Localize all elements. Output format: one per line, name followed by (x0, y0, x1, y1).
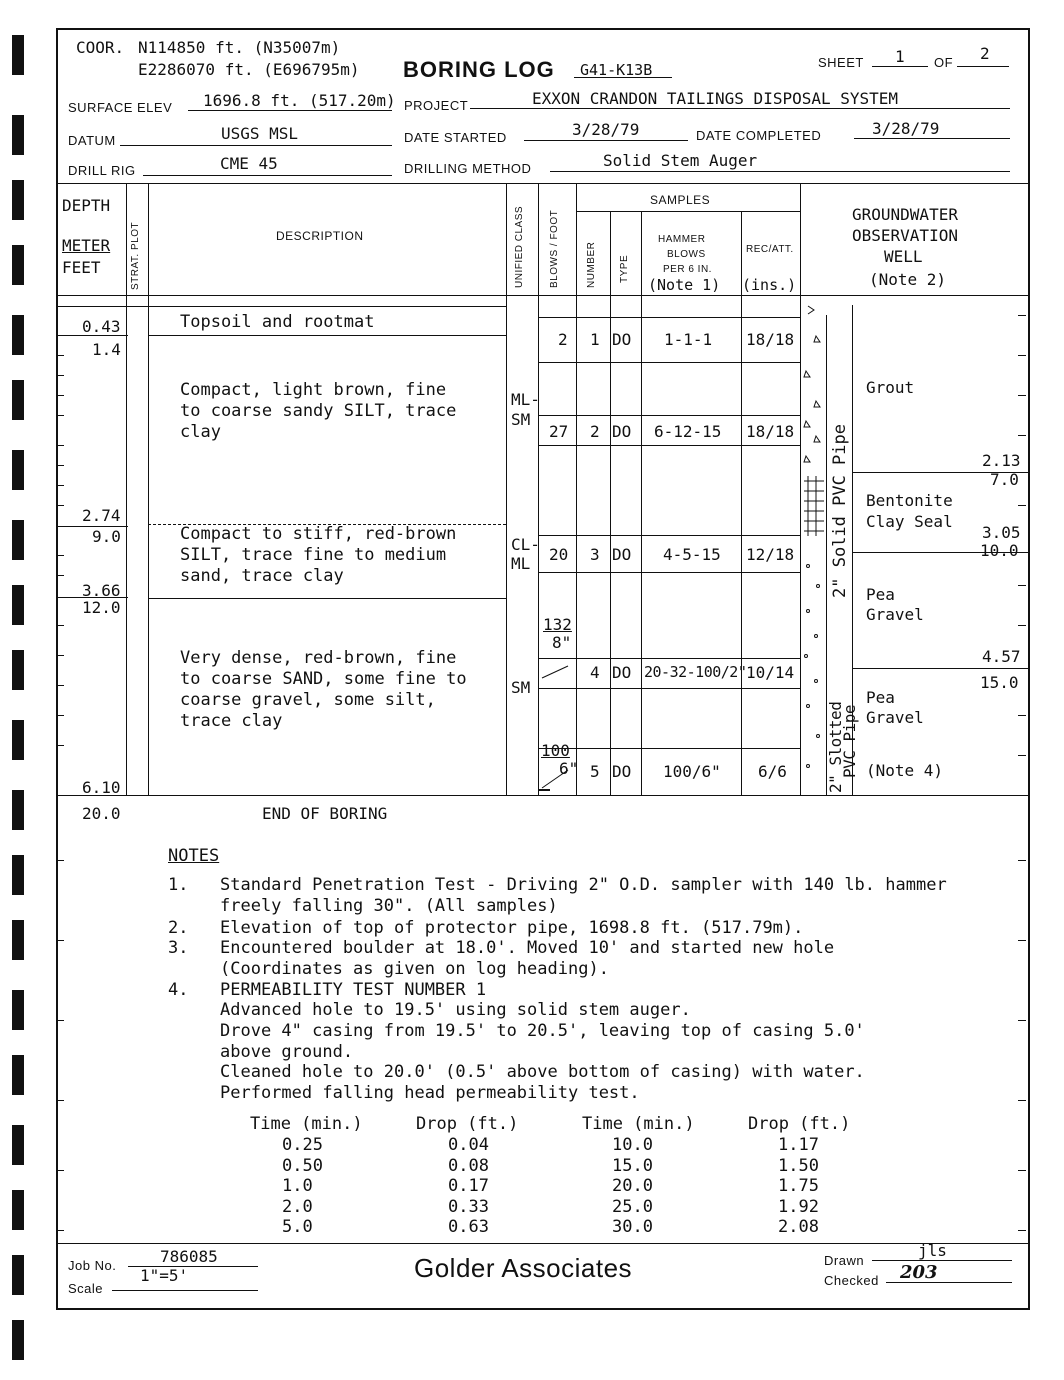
rec-att-header: REC/ATT. (746, 244, 794, 255)
scale-value: 1"=5' (140, 1266, 189, 1285)
depth-header: DEPTH (62, 196, 111, 215)
gw-header-3: WELL (884, 247, 923, 266)
punch-hole (12, 585, 24, 625)
grout-label: Grout (866, 378, 915, 397)
well-depth-meter: 4.57 (982, 647, 1021, 666)
slotted-pipe-label: 2" Slotted (826, 701, 845, 793)
samples-header: SAMPLES (650, 193, 711, 207)
checked-by: 203 (900, 1262, 938, 1283)
well-depth-feet: 15.0 (980, 673, 1019, 692)
sheet-total: 2 (980, 44, 990, 63)
note-text: Elevation of top of protector pipe, 1698.8 ft. (517.79m). (220, 918, 804, 938)
table-cell: 0.04 (448, 1135, 489, 1155)
surface-elev: 1696.8 ft. (517.20m) (203, 91, 396, 110)
gw-header-4: (Note 2) (869, 270, 947, 289)
blows-value: 2 (558, 330, 568, 349)
page-title: BORING LOG (403, 57, 555, 82)
punch-hole (12, 720, 24, 760)
drilling-method: Solid Stem Auger (603, 151, 758, 170)
note-text: Encountered boulder at 18.0'. Moved 10' and started new hole (220, 938, 835, 958)
date-completed-label: DATE COMPLETED (696, 128, 822, 143)
note-number: 3. (168, 938, 189, 958)
rec-att: 18/18 (746, 422, 795, 441)
note-text: (Coordinates as given on log heading). (220, 959, 609, 979)
rec-att: 12/18 (746, 545, 795, 564)
punch-hole (12, 520, 24, 560)
drill-rig-label: DRILL RIG (68, 163, 136, 178)
note-text: above ground. (220, 1042, 354, 1062)
table-cell: 5.0 (282, 1217, 313, 1237)
table-cell: 2.08 (778, 1217, 819, 1237)
sample-arrows (538, 600, 578, 800)
stratum-description: Very dense, red-brown, fine to coarse SAND, some fine to coarse gravel, some silt, trace clay (180, 648, 467, 731)
rec-att: 10/14 (746, 663, 795, 682)
depth-feet: 1.4 (92, 340, 121, 359)
note-text: Advanced hole to 19.5' using solid stem auger. (220, 1000, 691, 1020)
coor-east: E2286070 ft. (E696795m) (138, 60, 360, 79)
type-header: TYPE (619, 254, 630, 283)
unified-class: SM (511, 678, 531, 697)
hammer-note: (Note 1) (648, 276, 721, 294)
punch-hole (12, 1190, 24, 1230)
punch-hole (12, 1125, 24, 1165)
stratum-description: Topsoil and rootmat (180, 312, 375, 332)
hammer-blows: 1-1-1 (664, 330, 713, 349)
sample-number: 2 (590, 422, 600, 441)
punch-hole (12, 650, 24, 690)
depth-feet: 12.0 (82, 598, 121, 617)
depth-meter: 0.43 (82, 317, 121, 336)
log-id: G41-K13B (580, 61, 653, 79)
depth-feet: 9.0 (92, 527, 121, 546)
blows-value: 132 (543, 615, 572, 634)
note-text: PERMEABILITY TEST NUMBER 1 (220, 980, 487, 1000)
table-cell: 1.75 (778, 1176, 819, 1196)
drawn-by: jls (918, 1241, 947, 1260)
blows-value: 6" (559, 759, 579, 778)
datum-label: DATUM (68, 133, 116, 148)
number-header: NUMBER (586, 241, 597, 288)
description-header: DESCRIPTION (276, 229, 364, 243)
table-header: Drop (ft.) (748, 1114, 851, 1134)
unified-class: ML- (511, 390, 540, 409)
punch-hole (12, 180, 24, 220)
hammer-blows: 6-12-15 (654, 422, 722, 441)
pea-gravel-label: Gravel (866, 708, 924, 727)
hammer-header: HAMMER (658, 234, 706, 245)
sample-type: DO (612, 330, 632, 349)
feet-header: FEET (62, 258, 101, 277)
unified-class: SM (511, 410, 531, 429)
table-header: Time (min.) (582, 1114, 695, 1134)
drill-rig: CME 45 (220, 154, 278, 173)
sample-type: DO (612, 422, 632, 441)
note-text: Performed falling head permeability test. (220, 1083, 640, 1103)
table-cell: 1.17 (778, 1135, 819, 1155)
table-cell: 1.0 (282, 1176, 313, 1196)
punch-hole (12, 35, 24, 75)
job-no: 786085 (160, 1247, 218, 1266)
blows-value: 8" (552, 633, 572, 652)
surface-elev-label: SURFACE ELEV (68, 100, 173, 115)
checked-label: Checked (824, 1273, 879, 1288)
stratum-description: Compact to stiff, red-brown SILT, trace fine to medium sand, trace clay (180, 524, 457, 586)
sample-number: 4 (590, 663, 600, 682)
pea-gravel-label: Gravel (866, 605, 924, 624)
table-cell: 1.92 (778, 1197, 819, 1217)
depth-meter: 6.10 (82, 778, 121, 797)
company-name: Golder Associates (414, 1253, 633, 1283)
blows-value: 20 (549, 545, 569, 564)
punch-hole (12, 450, 24, 490)
project-name: EXXON CRANDON TAILINGS DISPOSAL SYSTEM (532, 89, 899, 108)
punch-hole (12, 245, 24, 285)
stratum-description: Compact, light brown, fine to coarse sandy SILT, trace clay (180, 380, 457, 442)
bentonite-label: Clay Seal (866, 512, 953, 531)
sample-number: 1 (590, 330, 600, 349)
hammer-blows: 100/6" (663, 762, 721, 781)
pea-gravel-label: Pea (866, 688, 895, 707)
table-header: Drop (ft.) (416, 1114, 519, 1134)
meter-header: METER (62, 236, 111, 255)
hammer-blows: 20-32-100/2" (644, 663, 747, 681)
punch-hole (12, 990, 24, 1030)
gw-header-1: GROUNDWATER (852, 205, 958, 224)
hammer-per-header: PER 6 IN. (663, 264, 712, 275)
end-of-boring: END OF BORING (262, 804, 388, 823)
date-started-label: DATE STARTED (404, 130, 507, 145)
punch-hole (12, 115, 24, 155)
rec-units: (ins.) (742, 276, 797, 294)
unified-class: CL- (511, 535, 540, 554)
date-started: 3/28/79 (572, 120, 640, 139)
unified-class: ML (511, 554, 531, 573)
table-cell: 10.0 (612, 1135, 653, 1155)
depth-meter: 2.74 (82, 506, 121, 525)
sample-number: 5 (590, 762, 600, 781)
note-text: freely falling 30". (All samples) (220, 896, 558, 916)
table-cell: 0.17 (448, 1176, 489, 1196)
hammer-blows: 4-5-15 (663, 545, 721, 564)
pea-gravel-label: Pea (866, 585, 895, 604)
bentonite-label: Bentonite (866, 491, 953, 510)
sample-number: 3 (590, 545, 600, 564)
blows-value: 100 (541, 741, 570, 760)
sheet-label: SHEET (818, 55, 864, 70)
table-cell: 0.50 (282, 1156, 323, 1176)
punch-hole (12, 1055, 24, 1095)
blows-value: 27 (549, 422, 569, 441)
punch-hole (12, 790, 24, 830)
project-label: PROJECT (404, 98, 469, 113)
hammer-blows-header: BLOWS (667, 249, 706, 260)
sample-type: DO (612, 545, 632, 564)
punch-hole (12, 920, 24, 960)
table-cell: 0.63 (448, 1217, 489, 1237)
table-cell: 15.0 (612, 1156, 653, 1176)
strat-plot-header: STRAT. PLOT (130, 221, 141, 290)
table-cell: 25.0 (612, 1197, 653, 1217)
slotted-pipe-label: PVC Pipe (840, 704, 859, 778)
note-text: Drove 4" casing from 19.5' to 20.5', leaving top of casing 5.0' (220, 1021, 865, 1041)
scale-label: Scale (68, 1281, 104, 1296)
table-cell: 0.25 (282, 1135, 323, 1155)
unified-class-header: UNIFIED CLASS (514, 205, 525, 288)
punch-hole (12, 380, 24, 420)
punch-hole (12, 855, 24, 895)
table-cell: 20.0 (612, 1176, 653, 1196)
well-depth-meter: 2.13 (982, 451, 1021, 470)
of-label: OF (934, 55, 954, 70)
note4-label: (Note 4) (866, 761, 944, 780)
job-no-label: Job No. (68, 1258, 117, 1273)
solid-pvc-pipe-label: 2" Solid PVC Pipe (830, 424, 850, 598)
sheet-number: 1 (895, 47, 905, 66)
datum-value: USGS MSL (221, 124, 299, 143)
drawn-label: Drawn (824, 1253, 865, 1268)
punch-hole (12, 1255, 24, 1295)
note-number: 4. (168, 980, 189, 1000)
drilling-method-label: DRILLING METHOD (404, 161, 532, 176)
rec-att: 18/18 (746, 330, 795, 349)
table-cell: 30.0 (612, 1217, 653, 1237)
coor-label: COOR. (76, 38, 125, 57)
gw-header-2: OBSERVATION (852, 226, 958, 245)
table-cell: 0.33 (448, 1197, 489, 1217)
table-cell: 0.08 (448, 1156, 489, 1176)
punch-hole (12, 1320, 24, 1360)
date-completed: 3/28/79 (872, 119, 940, 138)
notes-heading: NOTES (168, 846, 220, 866)
note-text: Cleaned hole to 20.0' (0.5' above bottom of casing) with water. (220, 1062, 865, 1082)
blows-foot-header: BLOWS / FOOT (549, 209, 560, 288)
well-depth-feet: 10.0 (980, 541, 1019, 560)
coor-north: N114850 ft. (N35007m) (138, 38, 341, 57)
note-text: Standard Penetration Test - Driving 2" O.D. sampler with 140 lb. hammer (220, 875, 947, 895)
depth-meter: 3.66 (82, 581, 121, 600)
well-depth-feet: 7.0 (990, 470, 1019, 489)
table-cell: 2.0 (282, 1197, 313, 1217)
sample-type: DO (612, 663, 632, 682)
note-number: 1. (168, 875, 189, 895)
table-header: Time (min.) (250, 1114, 363, 1134)
note-number: 2. (168, 918, 189, 938)
well-depth-meter: 3.05 (982, 523, 1021, 542)
depth-feet: 20.0 (82, 804, 121, 823)
rec-att: 6/6 (758, 762, 787, 781)
punch-hole (12, 315, 24, 355)
sample-type: DO (612, 762, 632, 781)
table-cell: 1.50 (778, 1156, 819, 1176)
